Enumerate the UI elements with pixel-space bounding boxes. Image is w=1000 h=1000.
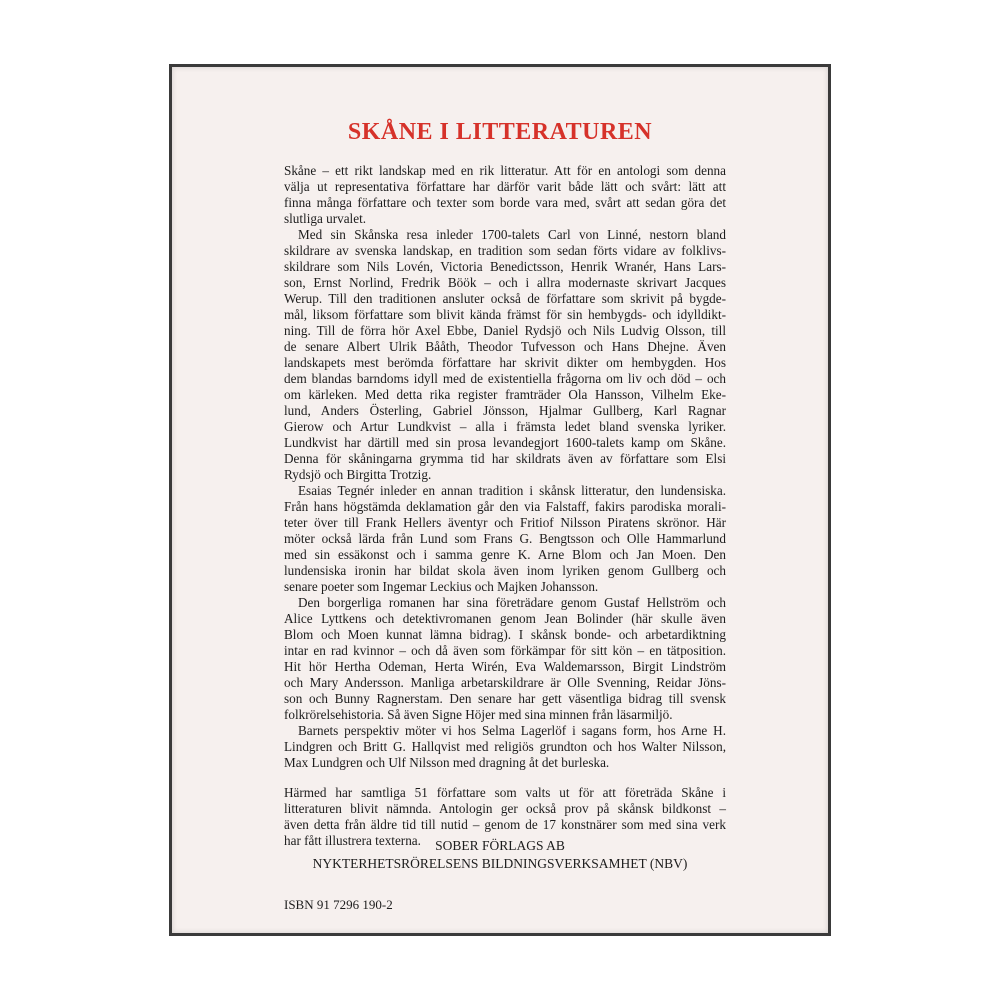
text-line: med sin essäkonst och i samma genre K. Arne Blom och Jan Moen. Den [284,547,726,562]
blurb-paragraphs [284,163,726,771]
blurb-paragraph [284,595,726,723]
blurb-paragraph [284,227,726,483]
publisher-organization: NYKTERHETSRÖRELSENS BILDNINGSVERKSAMHET (NBV) [312,856,688,871]
text-line: Werup. Till den traditionen ansluter också de författare som skrivit på bygde- [284,291,726,306]
text-line: son, Ernst Norlind, Fredrik Böök – och i allra modernaste skrivart Jacques [284,275,726,290]
text-line: de senare Albert Ulrik Bååth, Theodor Tufvesson och Hans Dhejne. Även [284,339,726,354]
text-line: även detta från äldre tid till nutid – genom de 17 konstnärer som med sina verk [284,817,726,832]
text-line: mål, liksom författare som blivit kända främst för sin hembygds- och idylldikt- [284,307,726,322]
text-line: landskapets mest berömda författare har skrivit dikter om hembygden. Hos [284,355,726,370]
isbn-number: ISBN 91 7296 190-2 [284,897,393,912]
text-line: om kärleken. Med detta rika register framträder Ola Hansson, Vilhelm Eke- [284,387,726,402]
text-line: slutliga urvalet. [284,211,367,226]
book-back-cover [169,64,831,936]
text-line: Härmed har samtliga 51 författare som valts ut för att företräda Skåne i [284,785,726,800]
text-line: son och Bunny Ragnerstam. Den senare har gett väsentliga bidrag till svensk [284,691,726,706]
text-line: skildrare som Nils Lovén, Victoria Benedictsson, Henrik Wranér, Hans Lars- [284,259,726,274]
text-line: teter över till Frank Hellers äventyr och Fritiof Nilsson Piratens skrönor. Här [284,515,726,530]
text-line: dem blandas barndoms idyll med de existentiella frågorna om liv och död – och [284,371,726,386]
text-line: Blom och Moen kunnat lämna bidrag). I skånsk bonde- och arbetardiktning [284,627,726,642]
text-line: intar en rad kvinnor – och då även som förkämpar för sitt kön – en tätposition. [284,643,726,658]
text-line: Lundkvist har därtill med sin prosa levandegjort 1600-talets kamp om Skåne. [284,435,726,450]
text-line: Alice Lyttkens och detektivromanen genom Jean Bolinder (här skulle även [284,611,726,626]
text-line: finna många författare och texter som borde vara med, svårt att sedan göra det [284,195,726,210]
blurb-paragraph [284,163,726,227]
text-line: möter också lärda från Lund som Frans G. Bengtsson och Olle Hammarlund [284,531,726,546]
text-line: skildrare av svenska landskap, en tradition som sedan förts vidare av folklivs- [284,243,726,258]
text-line: Barnets perspektiv möter vi hos Selma Lagerlöf i sagans form, hos Arne H. [298,723,726,738]
text-line: Den borgerliga romanen har sina företrädare genom Gustaf Hellström och [298,595,726,610]
text-line: välja ut representativa författare har därför varit både lätt och svårt: lätt att [284,179,726,194]
publisher-name: SOBER FÖRLAGS AB [435,838,565,853]
text-line: Lindgren och Britt G. Hallqvist med religiös grundton och hos Walter Nilsson, [284,739,726,754]
text-line: Med sin Skånska resa inleder 1700-talets Carl von Linné, nestorn bland [298,227,726,242]
book-title: SKÅNE I LITTERATUREN [347,119,653,145]
text-line: lundensiska ironin har bildat skola även inom lyriken genom Gullberg och [284,563,726,578]
text-line: Skåne – ett rikt landskap med en rik litteratur. Att för en antologi som denna [284,163,726,178]
text-line: Denna för skåningarna grymma tid har skildrats även av författare som Elsi [284,451,726,466]
paragraph-gap [284,771,726,785]
text-line: litteraturen blivit nämnda. Antologin ger också prov på skånsk bildkonst – [284,801,726,816]
blurb-paragraph [284,723,726,771]
blurb-paragraph [284,483,726,595]
text-line: lund, Anders Österling, Gabriel Jönsson, Hjalmar Gullberg, Karl Ragnar [284,403,726,418]
text-line: Hit hör Hertha Odeman, Herta Wirén, Eva Waldemarsson, Birgit Lindström [284,659,726,674]
text-line: Från hans högstämda deklamation går den via Falstaff, fakirs parodiska morali- [284,499,726,514]
text-line: ning. Till de förra hör Axel Ebbe, Daniel Rydsjö och Nils Ludvig Olsson, till [284,323,726,338]
text-line: senare poeter som Ingemar Leckius och Majken Johansson. [284,579,599,594]
text-line: Rydsjö och Birgitta Trotzig. [284,467,432,482]
text-line: Esaias Tegnér inleder en annan tradition i skånsk litteratur, den lundensiska. [298,483,726,498]
blurb-text [284,163,726,849]
text-line: Gierow och Artur Lundkvist – alla i främsta ledet bland svenska lyriker. [284,419,726,434]
publisher-block [172,837,828,873]
text-line: har fått illustrera texterna. [284,833,421,848]
text-line: folkrörelsehistoria. Så även Signe Höjer med sina minnen från läsarmiljö. [284,707,673,722]
text-line: och Mary Andersson. Manliga arbetarskildrare är Olle Svenning, Reidar Jöns- [284,675,726,690]
text-line: Max Lundgren och Ulf Nilsson med dragning åt det burleska. [284,755,610,770]
